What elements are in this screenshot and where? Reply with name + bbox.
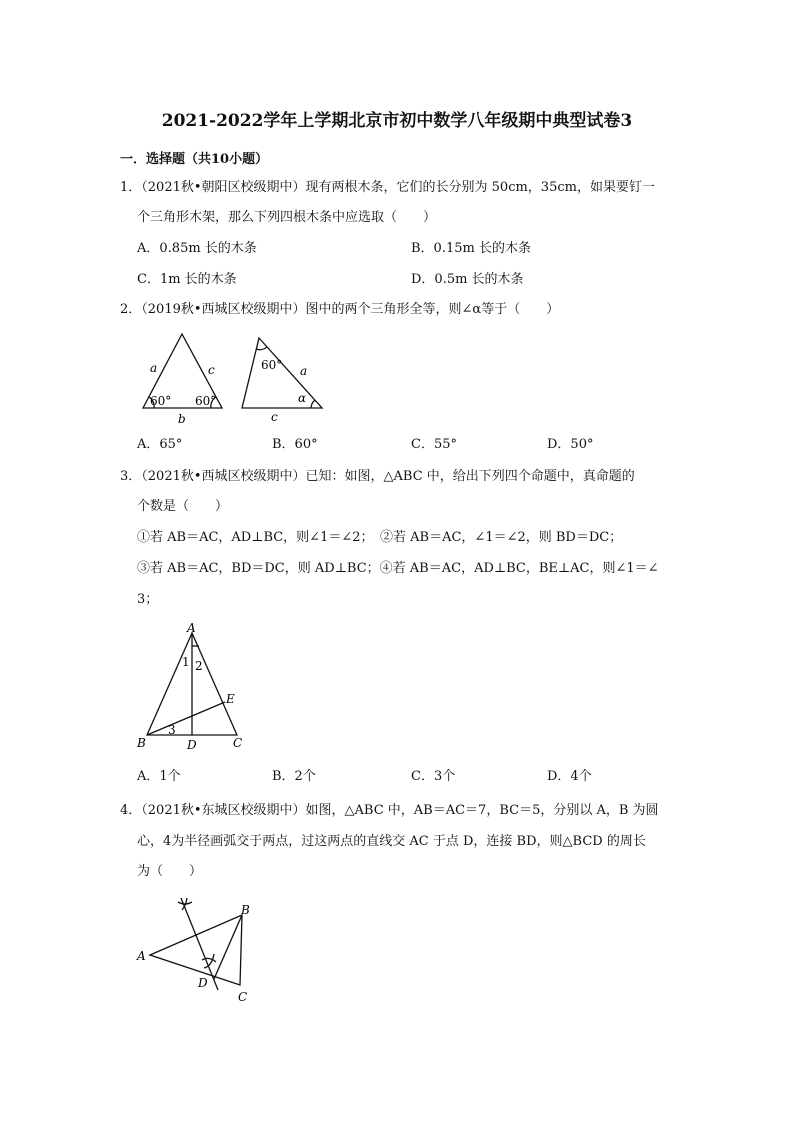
q4-label-c: C: [238, 990, 248, 1004]
q1-stem-line2: 个三角形木架，那么下列四根木条中应选取（ ）: [137, 210, 437, 225]
tri1-angle-right: 60°: [195, 394, 217, 408]
q2-option-c: C．55°: [411, 437, 457, 452]
q3-angle-1: 1: [182, 655, 190, 669]
q2-stem: 2．（2019秋•西城区校级期中）图中的两个三角形全等，则∠α等于（ ）: [120, 302, 560, 317]
q4-stem-line2: 心，4为半径画弧交于两点，过这两点的直线交 AC 于点 D，连接 BD，则△BCD 的周长: [137, 834, 646, 849]
q3-stem-line2: 个数是（ ）: [137, 499, 229, 514]
tri2-angle-alpha: α: [298, 391, 307, 405]
q1-option-c: C．1m 长的木条: [137, 272, 237, 287]
q2-triangles-figure: [130, 330, 330, 430]
tri2-side-c: c: [271, 410, 278, 424]
tri1-side-a: a: [150, 361, 158, 375]
tri1-angle-left: 60°: [150, 394, 172, 408]
q3-label-b: B: [137, 736, 146, 750]
q3-label-d: D: [187, 738, 197, 752]
q3-statement-line3: 3；: [137, 592, 159, 607]
q3-angle-2: 2: [195, 659, 203, 673]
section-heading: 一．选择题（共10小题）: [120, 152, 269, 167]
q3-option-c: C．3个: [411, 769, 456, 784]
q3-angle-3: 3: [168, 723, 176, 737]
tri1-side-b: b: [178, 412, 186, 426]
q2-option-b: B．60°: [272, 437, 318, 452]
q1-option-d: D．0.5m 长的木条: [411, 272, 524, 287]
tri1-side-c: c: [208, 363, 215, 377]
q3-triangle-figure: [130, 620, 260, 755]
page-title: 2021-2022学年上学期北京市初中数学八年级期中典型试卷3: [161, 111, 633, 131]
q3-option-b: B．2个: [272, 769, 316, 784]
q3-label-c: C: [233, 736, 243, 750]
q1-stem-line1: 1．（2021秋•朝阳区校级期中）现有两根木条，它们的长分别为 50cm，35cm，如果要钉一: [120, 180, 655, 195]
q2-option-d: D．50°: [547, 437, 594, 452]
q3-statement-line2: ③若 AB＝AC，BD＝DC，则 AD⊥BC；④若 AB＝AC，AD⊥BC，BE⊥AC，则∠1＝∠: [137, 561, 659, 576]
q3-option-a: A．1个: [137, 769, 181, 784]
q3-stem-line1: 3．（2021秋•西城区校级期中）已知：如图，△ABC 中，给出下列四个命题中，真命题的: [120, 469, 635, 484]
tri2-side-a: a: [300, 364, 308, 378]
q2-option-a: A．65°: [137, 437, 183, 452]
q3-statement-line1: ①若 AB＝AC，AD⊥BC，则∠1＝∠2； ②若 AB＝AC，∠1＝∠2，则 BD＝DC；: [137, 530, 623, 545]
q4-stem-line3: 为（ ）: [137, 864, 203, 879]
q4-construction-figure: [130, 890, 270, 1010]
tri2-angle-top: 60°: [261, 358, 283, 372]
q3-label-e: E: [226, 692, 235, 706]
q4-label-a: A: [137, 949, 146, 963]
q1-option-b: B．0.15m 长的木条: [411, 241, 531, 256]
q4-stem-line1: 4．（2021秋•东城区校级期中）如图，△ABC 中，AB＝AC＝7，BC＝5，分别以 A，B 为圆: [120, 803, 659, 818]
q4-label-b: B: [241, 903, 250, 917]
q3-option-d: D．4个: [547, 769, 592, 784]
q1-option-a: A．0.85m 长的木条: [137, 241, 257, 256]
q3-label-a: A: [187, 621, 196, 635]
q4-label-d: D: [198, 976, 208, 990]
triangle-right: [242, 338, 322, 408]
